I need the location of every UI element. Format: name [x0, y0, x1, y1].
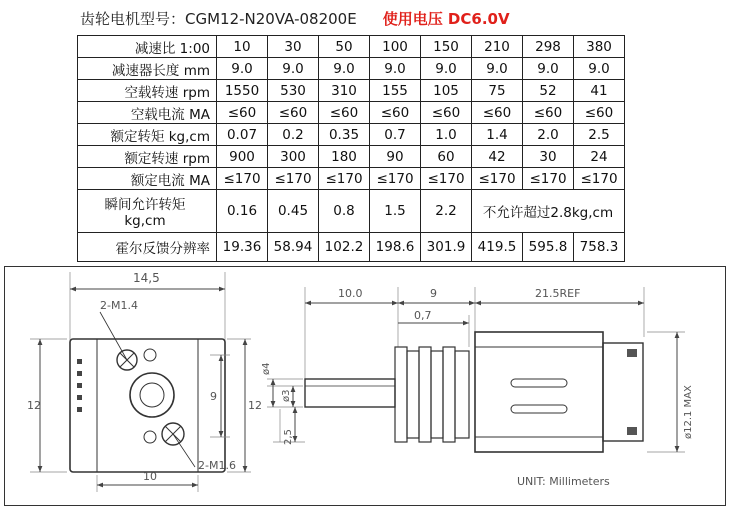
- spec-cell: 530: [268, 80, 319, 102]
- hole-pitch-label: 9: [210, 390, 217, 403]
- spec-cell: 30: [523, 146, 574, 168]
- spec-cell: ≤60: [370, 102, 421, 124]
- spec-cell: 41: [574, 80, 625, 102]
- spec-cell: ≤170: [217, 168, 268, 190]
- spec-cell: 595.8: [523, 233, 574, 262]
- spec-row: [78, 190, 625, 233]
- spec-cell: 102.2: [319, 233, 370, 262]
- spec-cell: 0.16: [217, 190, 268, 233]
- spec-cell: 900: [217, 146, 268, 168]
- spec-row-label: 减速比 1:00: [78, 36, 217, 58]
- spec-cell: 300: [268, 146, 319, 168]
- front-height-right-label: 12: [248, 399, 262, 412]
- spec-cell: ≤60: [421, 102, 472, 124]
- spec-cell: 90: [370, 146, 421, 168]
- spec-row: [78, 146, 625, 168]
- spec-cell: 198.6: [370, 233, 421, 262]
- flat-dia-label: ø3: [281, 389, 292, 402]
- motor-dia-label: ø12.1 MAX: [683, 385, 694, 439]
- spec-cell: 1550: [217, 80, 268, 102]
- motor-length-label: 21.5REF: [535, 287, 581, 300]
- spec-cell: ≤60: [472, 102, 523, 124]
- spec-cell: 10: [217, 36, 268, 58]
- spec-cell: 9.0: [217, 58, 268, 80]
- spec-cell: 419.5: [472, 233, 523, 262]
- model-label: 齿轮电机型号：CGM12-N20VA-08200E: [80, 10, 357, 28]
- screw-bottom-label: 2-M1.6: [198, 459, 236, 472]
- spec-cell: 9.0: [319, 58, 370, 80]
- spec-cell: 9.0: [523, 58, 574, 80]
- spec-cell: 0.2: [268, 124, 319, 146]
- spec-merged-note: 不允许超过2.8kg,cm: [472, 190, 625, 233]
- spec-cell: ≤170: [421, 168, 472, 190]
- spec-cell: 2.5: [574, 124, 625, 146]
- spec-row-label: 空载电流 MA: [78, 102, 217, 124]
- spec-cell: ≤60: [523, 102, 574, 124]
- spec-row-label: 瞬间允许转矩 kg,cm: [78, 190, 217, 233]
- spec-row-label: 额定电流 MA: [78, 168, 217, 190]
- spec-cell: 50: [319, 36, 370, 58]
- spec-row-label: 额定转速 rpm: [78, 146, 217, 168]
- gap-label: 0,7: [414, 309, 432, 322]
- spec-cell: ≤60: [268, 102, 319, 124]
- side-view: [267, 287, 685, 452]
- spec-cell: 58.94: [268, 233, 319, 262]
- spec-cell: 180: [319, 146, 370, 168]
- spec-row: [78, 168, 625, 190]
- spec-row: [78, 102, 625, 124]
- spec-cell: 30: [268, 36, 319, 58]
- spec-row-label: 霍尔反馈分辨率: [78, 233, 217, 262]
- spec-cell: ≤60: [319, 102, 370, 124]
- spec-row-label: 减速器长度 mm: [78, 58, 217, 80]
- spec-cell: 9.0: [268, 58, 319, 80]
- offset-label: 2,5: [283, 429, 294, 445]
- front-width-label: 14,5: [133, 271, 160, 285]
- spec-row: [78, 80, 625, 102]
- spec-cell: ≤60: [217, 102, 268, 124]
- spec-cell: 60: [421, 146, 472, 168]
- spec-cell: 210: [472, 36, 523, 58]
- spec-cell: 52: [523, 80, 574, 102]
- spec-row: [78, 36, 625, 58]
- shaft-length-label: 10.0: [338, 287, 363, 300]
- spec-cell: ≤170: [574, 168, 625, 190]
- spec-cell: 310: [319, 80, 370, 102]
- front-bottom-width-label: 10: [143, 470, 157, 483]
- spec-cell: 9.0: [574, 58, 625, 80]
- spec-cell: 0.8: [319, 190, 370, 233]
- spec-cell: 2.2: [421, 190, 472, 233]
- spec-cell: ≤170: [523, 168, 574, 190]
- spec-cell: 1.0: [421, 124, 472, 146]
- spec-cell: 2.0: [523, 124, 574, 146]
- spec-cell: ≤170: [319, 168, 370, 190]
- spec-row: [78, 233, 625, 262]
- spec-cell: 758.3: [574, 233, 625, 262]
- spec-row: [78, 58, 625, 80]
- spec-cell: 100: [370, 36, 421, 58]
- motor-title: [80, 8, 510, 30]
- spec-row-label: 额定转矩 kg,cm: [78, 124, 217, 146]
- spec-cell: 1.5: [370, 190, 421, 233]
- spec-cell: 301.9: [421, 233, 472, 262]
- spec-cell: ≤170: [268, 168, 319, 190]
- gearbox-length-label: 9: [430, 287, 437, 300]
- voltage-label: 使用电压 DC6.0V: [382, 10, 510, 28]
- spec-cell: 0.07: [217, 124, 268, 146]
- spec-cell: 380: [574, 36, 625, 58]
- spec-table: [77, 35, 625, 262]
- spec-cell: 1.4: [472, 124, 523, 146]
- spec-cell: 19.36: [217, 233, 268, 262]
- spec-cell: ≤60: [574, 102, 625, 124]
- screw-top-label: 2-M1.4: [100, 299, 138, 312]
- spec-cell: 155: [370, 80, 421, 102]
- spec-cell: 0.7: [370, 124, 421, 146]
- spec-row: [78, 124, 625, 146]
- spec-cell: 24: [574, 146, 625, 168]
- spec-row-label: 空载转速 rpm: [78, 80, 217, 102]
- spec-cell: 9.0: [421, 58, 472, 80]
- spec-cell: ≤170: [472, 168, 523, 190]
- spec-cell: 0.45: [268, 190, 319, 233]
- spec-cell: 75: [472, 80, 523, 102]
- spec-cell: 298: [523, 36, 574, 58]
- spec-cell: 150: [421, 36, 472, 58]
- spec-cell: 9.0: [370, 58, 421, 80]
- spec-cell: 0.35: [319, 124, 370, 146]
- spec-cell: 42: [472, 146, 523, 168]
- drawing-svg: [5, 267, 727, 507]
- front-height-left-label: 12: [27, 399, 41, 412]
- shaft-dia-label: ø4: [261, 362, 272, 375]
- spec-cell: 105: [421, 80, 472, 102]
- spec-cell: 9.0: [472, 58, 523, 80]
- technical-drawing: [4, 266, 726, 506]
- spec-cell: ≤170: [370, 168, 421, 190]
- units-label: UNIT: Millimeters: [517, 475, 610, 488]
